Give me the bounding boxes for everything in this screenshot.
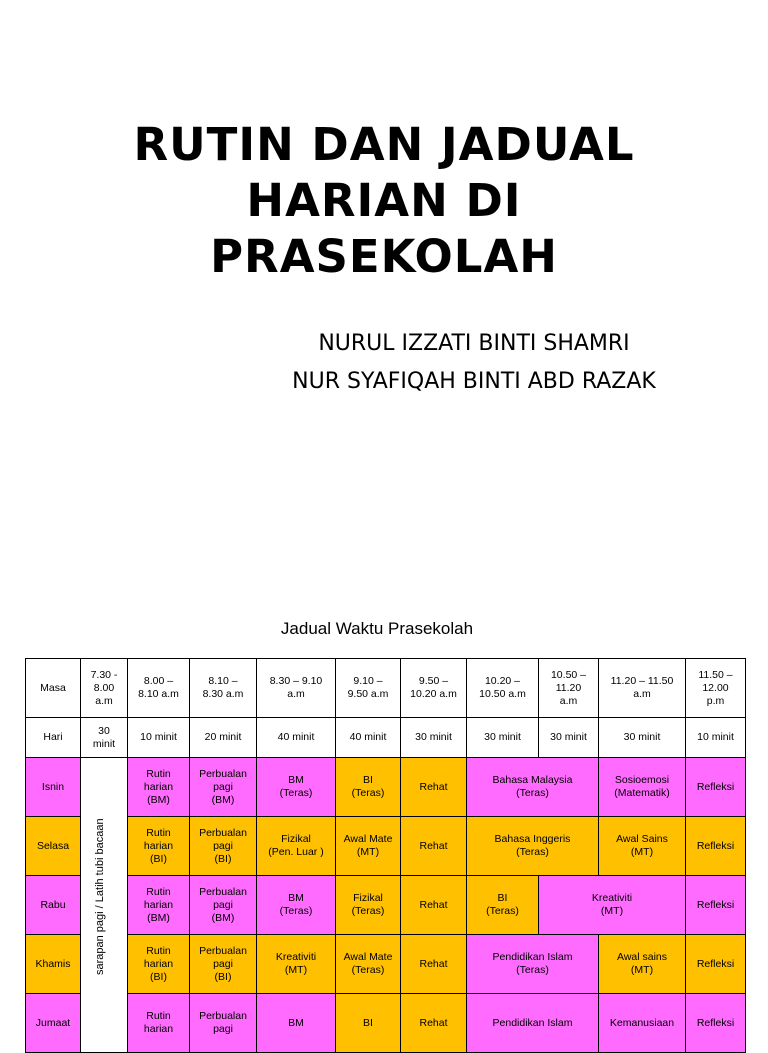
author-name: NUR SYAFIQAH BINTI ABD RAZAK [292,369,656,394]
schedule-cell [256,934,336,994]
time-slot-header-text: 7.30 - 8.00 a.m [90,668,118,707]
duration-cell [256,717,336,758]
schedule-cell-text: Pendidikan Islam (Teras) [492,951,573,976]
schedule-cell [189,993,257,1053]
schedule-cell [189,757,257,817]
day-label [25,993,81,1053]
rehat-cell-text: Rehat [419,839,448,852]
duration-cell [598,717,686,758]
rehat-cell [400,934,467,994]
schedule-cell [256,757,336,817]
duration-cell [127,717,190,758]
time-slot-header [598,658,686,718]
day-label [25,875,81,935]
rehat-cell [400,993,467,1053]
day-label-text: Jumaat [35,1016,71,1029]
refleksi-cell-text: Refleksi [696,839,735,852]
schedule-cell-text: Kemanusiaan [609,1016,675,1029]
day-label-text: Rabu [40,898,66,911]
schedule-cell-text: Awal sains (MT) [617,951,667,976]
title-line: HARIAN DI [246,174,522,227]
schedule-cell [538,875,686,935]
schedule-cell-text: Rutin harian (BI) [143,826,174,865]
time-slot-header [80,658,128,718]
duration-cell-text: 30 minit [484,731,521,743]
time-slot-header [189,658,257,718]
time-slot-header [685,658,746,718]
refleksi-cell [685,757,746,817]
schedule-cell [466,993,599,1053]
time-slot-header-text: 11.50 – 12.00 p.m [698,668,733,707]
duration-cell-text: 30 minit [92,724,116,750]
title-line: PRASEKOLAH [210,230,558,283]
duration-cell [80,717,128,758]
schedule-cell-text: Kreativiti (MT) [591,892,633,917]
time-slot-header [538,658,599,718]
schedule-cell [127,816,190,876]
rehat-cell [400,875,467,935]
schedule-cell-text: Kreativiti (MT) [275,951,317,976]
rehat-cell-text: Rehat [419,898,448,911]
author-name: NURUL IZZATI BINTI SHAMRI [318,331,630,356]
refleksi-cell [685,993,746,1053]
schedule-cell-text: BM (Teras) [279,774,313,799]
time-slot-header-text: 8.10 – 8.30 a.m [202,675,244,700]
day-label-text: Selasa [36,839,70,852]
day-label [25,757,81,817]
schedule-cell-text: Rutin harian (BI) [143,944,174,983]
schedule-cell [598,816,686,876]
duration-cell [400,717,467,758]
schedule-cell-text: Perbualan pagi (BM) [199,767,247,806]
schedule-cell-text: Bahasa Malaysia (Teras) [492,774,573,799]
schedule-cell-text: BI [363,1016,373,1029]
schedule-cell-text: Perbualan pagi (BM) [199,885,247,924]
schedule-cell [256,816,336,876]
schedule-cell-text: BI (Teras) [351,774,385,799]
day-label-text: Isnin [41,780,65,793]
time-slot-header [256,658,336,718]
duration-cell-text: 30 minit [623,731,661,743]
duration-cell-text: 30 minit [550,731,587,743]
schedule-cell [127,934,190,994]
duration-cell-text: 40 minit [277,731,315,743]
refleksi-cell-text: Refleksi [696,1016,735,1029]
schedule-cell-text: Fizikal (Teras) [351,892,385,917]
time-slot-header [400,658,467,718]
duration-cell-text: 20 minit [204,731,242,743]
time-slot-header [335,658,401,718]
schedule-cell [466,934,599,994]
schedule-cell [127,875,190,935]
refleksi-cell-text: Refleksi [696,898,735,911]
header-hari [25,717,81,758]
table-caption: Jadual Waktu Prasekolah [280,619,474,638]
duration-cell-text: 30 minit [415,731,452,743]
title-line: RUTIN DAN JADUAL [133,118,635,171]
schedule-cell [598,934,686,994]
schedule-cell-text: Fizikal (Pen. Luar ) [268,833,324,858]
schedule-cell-text: Awal Mate (MT) [343,833,393,858]
rehat-cell-text: Rehat [419,780,448,793]
schedule-cell [335,934,401,994]
schedule-cell [127,993,190,1053]
time-slot-header-text: 10.50 – 11.20 a.m [550,668,587,707]
duration-cell-text: 10 minit [140,731,177,743]
schedule-cell-text: Bahasa Inggeris (Teras) [494,833,571,858]
duration-cell [189,717,257,758]
schedule-cell-text: Rutin harian [143,1010,174,1035]
rehat-cell-text: Rehat [419,1016,448,1029]
schedule-cell-text: Perbualan pagi (BI) [199,826,247,865]
schedule-cell-text: BM [288,1016,304,1029]
schedule-cell [466,816,599,876]
duration-cell [685,717,746,758]
day-label-text: Khamis [35,957,71,970]
refleksi-cell-text: Refleksi [696,780,735,793]
schedule-cell [256,993,336,1053]
time-slot-header [127,658,190,718]
refleksi-cell-text: Refleksi [696,957,735,970]
day-label [25,934,81,994]
schedule-cell-text: BM (Teras) [279,892,313,917]
schedule-cell [335,875,401,935]
schedule-cell [598,993,686,1053]
time-slot-header-text: 10.20 – 10.50 a.m [479,675,526,700]
duration-cell [538,717,599,758]
page-title [60,117,708,285]
vertical-label: sarapan pagi / Latih tubi bacaan [94,818,106,975]
schedule-cell-text: Pendidikan Islam [492,1016,573,1029]
rehat-cell-text: Rehat [419,957,448,970]
schedule-cell-text: Rutin harian (BM) [143,767,174,806]
day-label [25,816,81,876]
time-slot-header-text: 8.30 – 9.10 a.m [269,675,323,700]
schedule-cell [335,816,401,876]
schedule-cell [189,816,257,876]
schedule-cell-text: Perbualan pagi (BI) [199,944,247,983]
refleksi-cell [685,875,746,935]
schedule-cell-text: Awal Mate (Teras) [343,951,393,976]
schedule-cell [466,757,599,817]
refleksi-cell [685,934,746,994]
schedule-cell-text: Sosioemosi (Matematik) [614,774,670,799]
time-slot-header [466,658,539,718]
schedule-cell-text: BI (Teras) [486,892,519,917]
schedule-cell-text: Awal Sains (MT) [616,833,668,858]
time-slot-header-text: 11.20 – 11.50 a.m [610,675,674,700]
schedule-cell [335,757,401,817]
schedule-cell-text: Rutin harian (BM) [143,885,174,924]
schedule-cell-text: Perbualan pagi [199,1010,247,1035]
time-slot-header-text: 8.00 – 8.10 a.m [138,675,179,700]
duration-cell [466,717,539,758]
time-slot-header-text: 9.50 – 10.20 a.m [410,675,457,700]
schedule-cell [189,934,257,994]
schedule-cell [127,757,190,817]
header-hari-text: Hari [43,731,63,743]
duration-cell-text: 40 minit [349,731,387,743]
duration-cell-text: 10 minit [697,731,734,743]
rehat-cell [400,816,467,876]
schedule-cell [598,757,686,817]
time-slot-header-text: 9.10 – 9.50 a.m [347,675,389,700]
schedule-cell [466,875,539,935]
schedule-cell [256,875,336,935]
refleksi-cell [685,816,746,876]
schedule-cell [335,993,401,1053]
schedule-cell [189,875,257,935]
duration-cell [335,717,401,758]
header-masa-text: Masa [40,681,66,694]
rehat-cell [400,757,467,817]
header-masa [25,658,81,718]
